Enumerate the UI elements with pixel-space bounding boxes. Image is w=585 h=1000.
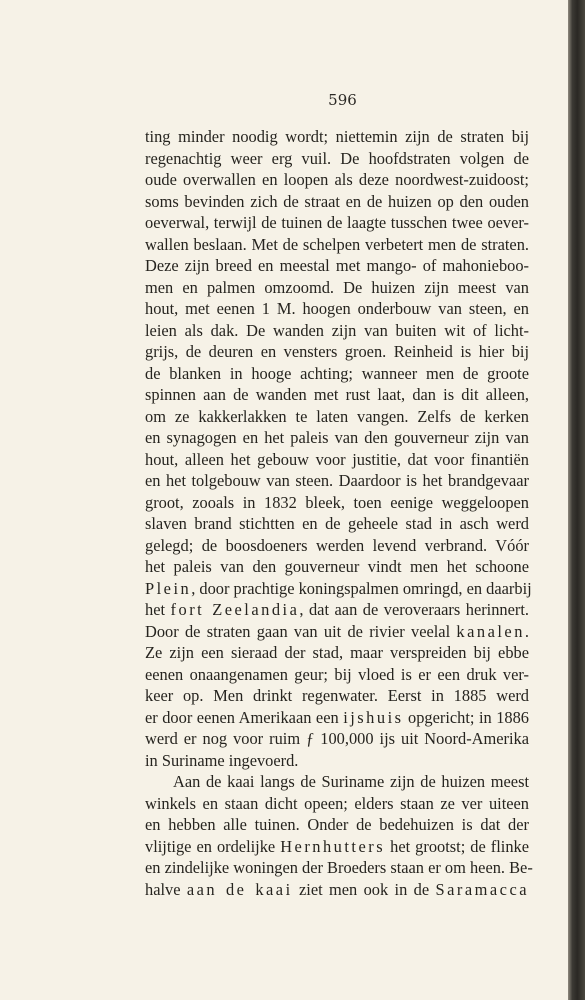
- text-line: [145, 814, 529, 836]
- text-line: [145, 384, 529, 406]
- spaced-text: fort Zeelandia: [170, 600, 300, 619]
- text-line: [145, 406, 529, 428]
- spaced-text: aan de kaai: [186, 879, 293, 899]
- text-line: [145, 427, 529, 449]
- text-line: [145, 578, 532, 600]
- spaced-text: Hernhutters: [280, 836, 386, 856]
- text-line: [145, 771, 529, 793]
- text-line: [145, 492, 529, 514]
- text-segment: opgericht; in 1886: [403, 707, 529, 727]
- text-segment: winkels en staan dicht opeen; elders staan ze ver uiteen: [145, 793, 529, 813]
- text-segment: soms bevinden zich de straat en de huizen op den ouden: [145, 191, 529, 211]
- text-segment: groot, zooals in 1832 bleek, toen eenige weggeloopen: [145, 492, 529, 512]
- spaced-text: Plein: [145, 578, 192, 598]
- text-segment: ting minder noodig wordt; niettemin zijn de straten bij: [145, 127, 529, 146]
- text-segment: Ze zijn een sieraad der stad, maar verspreiden bij ebbe: [145, 643, 529, 662]
- page-edge: [568, 0, 585, 1000]
- text-segment: Door de straten gaan van uit de rivier veelal: [145, 621, 457, 641]
- text-line: [145, 513, 529, 535]
- text-line: [145, 470, 529, 492]
- text-segment: werd er nog voor ruim ƒ 100,000 ijs uit Noord-Amerika: [145, 729, 529, 748]
- text-line: [145, 277, 529, 299]
- text-line: [145, 664, 529, 686]
- text-line: [145, 169, 529, 191]
- text-segment: er door eenen Amerikaan een: [145, 707, 344, 727]
- text-line: [145, 449, 529, 471]
- text-segment: wallen beslaan. Met de schelpen verbetert men de straten.: [145, 234, 529, 254]
- text-segment: het grootst; de flinke: [385, 836, 529, 856]
- text-segment: , door prachtige koningspalmen omringd, en daarbij: [191, 578, 532, 598]
- text-segment: het paleis van den gouverneur vindt men het schoone: [145, 557, 529, 576]
- text-line: [145, 191, 529, 213]
- text-line: [145, 599, 529, 621]
- text-segment: grijs, de deuren en vensters groen. Reinheid is hier bij: [145, 342, 529, 361]
- text-segment: men en palmen omzoomd. De huizen zijn meest van: [145, 277, 529, 297]
- text-line: [145, 879, 529, 901]
- text-line: [145, 857, 533, 879]
- text-line: [145, 126, 529, 148]
- text-segment: oeverwal, terwijl de tuinen de laagte tusschen twee oever-: [145, 213, 529, 232]
- text-line: [145, 793, 529, 815]
- text-segment: , dat aan de veroveraars herinnert.: [299, 600, 530, 619]
- text-segment: hout, alleen het gebouw voor justitie, dat voor finantiën: [145, 449, 529, 469]
- text-line: [145, 363, 529, 385]
- text-line: [145, 212, 529, 234]
- text-segment: gelegd; de boosdoeners werden levend verbrand. Vóór: [145, 535, 529, 555]
- text-segment: het: [145, 600, 171, 619]
- text-line: [145, 148, 529, 170]
- text-line: [145, 836, 529, 858]
- text-segment: Deze zijn breed en meestal met mango- of mahonieboo-: [145, 256, 529, 275]
- text-segment: en het tolgebouw van steen. Daardoor is het brandgevaar: [145, 471, 529, 490]
- text-segment: hout, met eenen 1 M. hoogen onderbouw van steen, en: [145, 299, 529, 318]
- text-segment: slaven brand stichtten en de geheele stad in asch werd: [145, 514, 529, 533]
- text-line: [145, 685, 529, 707]
- text-segment: regenachtig weer erg vuil. De hoofdstraten volgen de: [145, 148, 529, 168]
- text-segment: en zindelijke woningen der Broeders staan er om heen. Be-: [145, 858, 533, 877]
- text-segment: ziet men ook in de: [292, 879, 436, 899]
- text-line: [145, 621, 529, 643]
- text-line: [145, 750, 529, 772]
- text-line: [145, 535, 529, 557]
- spaced-text: kanalen: [456, 621, 525, 641]
- text-segment: om ze kakkerlakken te laten vangen. Zelfs de kerken: [145, 406, 529, 426]
- text-segment: en hebben alle tuinen. Onder de bedehuizen is dat der: [145, 815, 529, 834]
- text-line: [145, 642, 529, 664]
- text-segment: eenen onaangenamen geur; bij vloed is er een druk ver-: [145, 664, 529, 684]
- text-line: [145, 234, 529, 256]
- text-line: [145, 255, 529, 277]
- text-line: [145, 556, 529, 578]
- text-segment: vlijtige en ordelijke: [145, 836, 281, 856]
- text-line: [145, 707, 529, 729]
- page-number: 596: [328, 91, 357, 109]
- text-line: [145, 298, 529, 320]
- text-segment: .: [524, 621, 529, 641]
- text-segment: Aan de kaai langs de Suriname zijn de huizen meest: [173, 772, 529, 791]
- spaced-text: Saramacca: [435, 879, 529, 899]
- spaced-text: ijshuis: [343, 707, 404, 727]
- text-segment: in Suriname ingevoerd.: [145, 750, 299, 770]
- text-line: [145, 728, 529, 750]
- text-segment: de blanken in hooge achting; wanneer men de groote: [145, 363, 529, 383]
- text-segment: halve: [145, 879, 187, 899]
- body-text: [145, 126, 533, 900]
- text-line: [145, 320, 529, 342]
- text-segment: oude overwallen en loopen als deze noordwest-zuidoost;: [145, 170, 529, 189]
- text-segment: leien als dak. De wanden zijn van buiten wit of licht-: [145, 320, 529, 340]
- text-line: [145, 341, 529, 363]
- text-segment: keer op. Men drinkt regenwater. Eerst in 1885 werd: [145, 686, 529, 705]
- text-segment: spinnen aan de wanden met rust laat, dan is dit alleen,: [145, 385, 529, 404]
- text-segment: en synagogen en het paleis van den gouverneur zijn van: [145, 428, 529, 447]
